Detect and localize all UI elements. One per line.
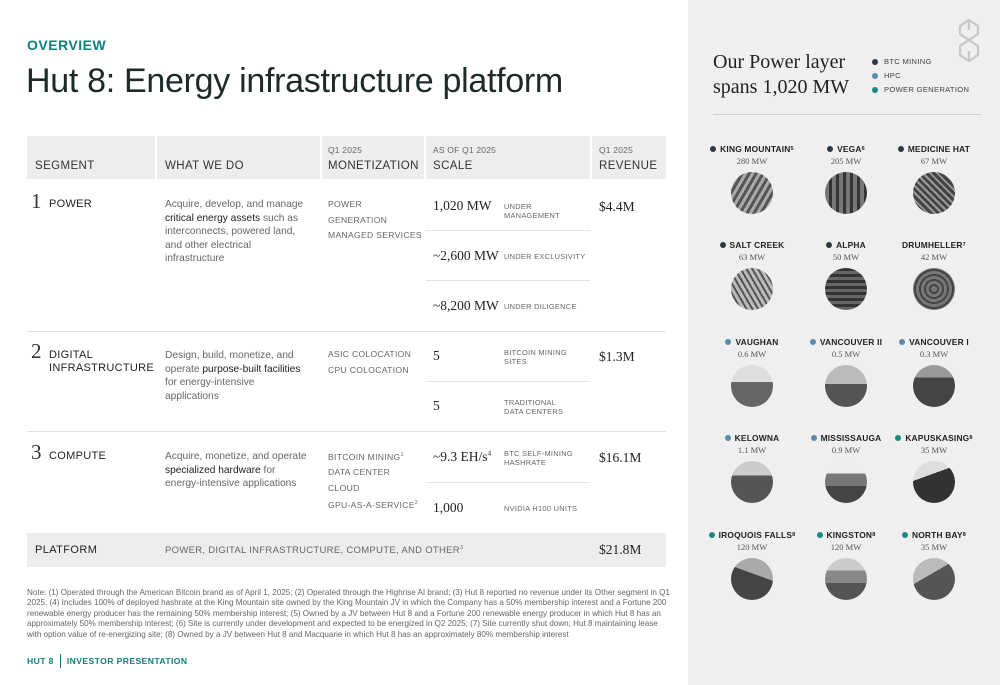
segment-description: Design, build, monetize, and operate purpose-built facilities for energy-intensive applications (165, 350, 301, 402)
divider (426, 381, 590, 382)
monetization-list (328, 448, 423, 514)
legend-dot-icon (872, 59, 878, 65)
footer-brand: HUT 8 (27, 656, 54, 666)
legend-btc-mining: BTC MINING (872, 57, 932, 66)
scale-label: BITCOIN MINING SITES (504, 348, 567, 366)
scale-value: 1,020 MW (433, 198, 492, 213)
site-card (884, 240, 984, 310)
header-segment-label: SEGMENT (35, 160, 95, 172)
site-capacity: 42 MW (920, 252, 948, 262)
site-name: ALPHA (796, 240, 896, 250)
site-photo (913, 172, 955, 214)
site-dot-icon (720, 242, 726, 248)
segment-number: 1 (31, 189, 42, 213)
site-capacity: 205 MW (830, 156, 862, 166)
site-dot-icon (810, 339, 816, 345)
site-photo (913, 268, 955, 310)
header-segment (27, 136, 155, 179)
site-card (796, 530, 896, 600)
panel-heading: Our Power layer spans 1,020 MW (713, 51, 850, 98)
site-dot-icon (710, 146, 716, 152)
site-card (796, 337, 896, 407)
scale-label: BTC SELF-MINING HASHRATE (504, 449, 573, 467)
site-card (702, 433, 802, 503)
site-name: KING MOUNTAIN 5 (702, 144, 802, 154)
site-dot-icon (898, 146, 904, 152)
revenue-value: $16.1M (599, 450, 642, 465)
site-capacity: 35 MW (920, 445, 948, 455)
site-dot-icon (826, 242, 832, 248)
platform-row (27, 533, 666, 567)
monetization-item: CPU COLOCATION (328, 364, 409, 375)
site-name: KINGSTON 8 (796, 530, 896, 540)
site-name: SALT CREEK (702, 240, 802, 250)
site-photo (731, 461, 773, 503)
site-capacity: 67 MW (920, 156, 948, 166)
scale-label: UNDER EXCLUSIVITY (504, 252, 586, 261)
site-dot-icon (725, 339, 731, 345)
site-photo (731, 365, 773, 407)
site-capacity: 0.5 MW (831, 349, 861, 359)
divider (426, 482, 590, 483)
platform-revenue: $21.8M (599, 542, 642, 557)
site-name: KAPUSKASING 8 (884, 433, 984, 443)
site-name: VANCOUVER II (796, 337, 896, 347)
site-photo (913, 461, 955, 503)
site-card (702, 530, 802, 600)
segment-description: Acquire, develop, and manage critical energy assets such as interconnects, powered land, and other electrical infrastructure (165, 199, 304, 264)
footnote: Note: (1) Operated through the American Bitcoin brand as of April 1, 2025; (2) Operated through the Highrise AI brand; (3) Hut 8 reported no revenue under its Other segment in Q1 2025; (4) Includes 100% of deployed hashrate at the King Mountain site owned by the King Mountain JV in which the Company has a 50% membership interest and a Fortune 200 renewable energy producer has the remaining 50% membership interest; (5) Owned by a JV between Hut 8 and a Fortune 200 renewable energy producer in which Hut 8 has an approximately 50% membership interest; (6) Site is currently under development and expected to be energized in Q2 2025; (7) Site currently shut down; Hut 8 maintaining lease with option value of re-energizing site; (8) Owned by a JV between Hut 8 and Macquarie in which Hut 8 has an approximately 80% membership interest (27, 588, 670, 639)
monetization-item: GPU-AS-A-SERVICE$^2$ (328, 500, 419, 511)
scale-value: ~9.3 $EH/s^4$ (433, 449, 492, 464)
legend-dot-icon (872, 73, 878, 79)
scale-value: 1,000 (433, 500, 464, 515)
site-card (796, 240, 896, 310)
header-what-we-do (157, 136, 320, 179)
site-card (702, 144, 802, 214)
site-name: VEGA 6 (796, 144, 896, 154)
divider (426, 230, 590, 231)
monetization-item: ASIC COLOCATION (328, 349, 412, 359)
header-scale-sub: AS OF Q1 2025 (433, 145, 497, 155)
site-photo (825, 558, 867, 600)
site-dot-icon (899, 339, 905, 345)
site-capacity: 1.1 MW (737, 445, 767, 455)
site-name: KELOWNA (702, 433, 802, 443)
site-card (796, 433, 896, 503)
page-title: Hut 8: Energy infrastructure platform (26, 62, 563, 100)
row-divider (27, 331, 666, 332)
site-capacity: 280 MW (736, 156, 768, 166)
site-card (702, 337, 802, 407)
monetization-item: MANAGED SERVICES (328, 230, 422, 240)
site-dot-icon (709, 532, 715, 538)
site-card (884, 530, 984, 600)
site-name: NORTH BAY 8 (884, 530, 984, 540)
site-capacity: 0.9 MW (831, 445, 861, 455)
header-monetization (322, 136, 424, 179)
site-dot-icon (811, 435, 817, 441)
segment-description: Acquire, monetize, and operate specialized hardware for energy-intensive applications (165, 451, 307, 489)
section-label: OVERVIEW (27, 37, 107, 53)
monetization-item: BITCOIN MINING$^1$ (328, 451, 404, 462)
site-photo (731, 172, 773, 214)
platform-description: POWER, DIGITAL INFRASTRUCTURE, COMPUTE, AND OTHER$^3$ (165, 545, 464, 557)
scale-label: UNDER DILIGENCE (504, 302, 577, 311)
site-photo (825, 461, 867, 503)
site-photo (825, 172, 867, 214)
divider (426, 280, 590, 281)
monetization-item: POWER GENERATION (328, 199, 388, 225)
platform-label: PLATFORM (35, 544, 98, 556)
scale-value: 5 (433, 348, 440, 363)
site-dot-icon (895, 435, 901, 441)
site-capacity: 0.3 MW (919, 349, 949, 359)
site-card (884, 337, 984, 407)
site-capacity: 50 MW (832, 252, 860, 262)
header-revenue-label: REVENUE (599, 160, 658, 172)
site-capacity: 35 MW (920, 542, 948, 552)
header-monetization-sub: Q1 2025 (328, 145, 363, 155)
footer-divider (60, 654, 61, 668)
panel-divider (713, 114, 981, 115)
segment-number: 3 (31, 440, 42, 464)
monetization-list (328, 197, 423, 244)
site-photo (731, 558, 773, 600)
header-scale-label: SCALE (433, 160, 473, 172)
site-photo (825, 365, 867, 407)
site-card (796, 144, 896, 214)
header-monetization-label: MONETIZATION (328, 160, 419, 172)
power-layer-panel (688, 0, 1000, 685)
site-name: MEDICINE HAT (884, 144, 984, 154)
segment-name: POWER (49, 198, 93, 210)
header-revenue (592, 136, 666, 179)
site-name: VANCOUVER I (884, 337, 984, 347)
site-card (884, 433, 984, 503)
scale-label: TRADITIONAL DATA CENTERS (504, 398, 564, 416)
segment-name: COMPUTE (49, 450, 107, 462)
site-capacity: 120 MW (736, 542, 768, 552)
scale-label: NVIDIA H100 UNITS (504, 504, 578, 513)
site-photo (731, 268, 773, 310)
site-dot-icon (902, 532, 908, 538)
scale-label: UNDER MANAGEMENT (504, 202, 560, 220)
header-what-we-do-label: WHAT WE DO (165, 160, 244, 172)
legend-dot-icon (872, 87, 878, 93)
monetization-item: DATA CENTER CLOUD (328, 467, 391, 493)
site-capacity: 120 MW (830, 542, 862, 552)
header-scale (426, 136, 590, 179)
site-dot-icon (725, 435, 731, 441)
site-name: DRUMHELLER 7 (902, 240, 966, 250)
scale-value: ~8,200 MW (433, 298, 499, 313)
scale-value: 5 (433, 398, 440, 413)
site-card (884, 144, 984, 214)
site-photo (913, 365, 955, 407)
row-divider (27, 431, 666, 432)
header-revenue-sub: Q1 2025 (599, 145, 634, 155)
legend-hpc: HPC (872, 71, 901, 80)
site-dot-icon (817, 532, 823, 538)
legend-power-generation: POWER GENERATION (872, 85, 969, 94)
site-dot-icon (827, 146, 833, 152)
monetization-list (328, 347, 423, 378)
footer (27, 654, 187, 668)
site-name: VAUGHAN (702, 337, 802, 347)
revenue-value: $4.4M (599, 199, 635, 214)
site-capacity: 0.6 MW (737, 349, 767, 359)
site-photo (825, 268, 867, 310)
revenue-value: $1.3M (599, 349, 635, 364)
site-name: MISSISSAUGA (796, 433, 896, 443)
hut8-logo-icon (957, 18, 981, 64)
segment-name: DIGITAL INFRASTRUCTURE (49, 349, 155, 374)
site-name: IROQUOIS FALLS 8 (702, 530, 802, 540)
site-photo (913, 558, 955, 600)
scale-value: ~2,600 MW (433, 248, 499, 263)
site-card (702, 240, 802, 310)
footer-doc-title: INVESTOR PRESENTATION (66, 656, 188, 666)
segment-number: 2 (31, 339, 42, 363)
site-capacity: 63 MW (738, 252, 766, 262)
